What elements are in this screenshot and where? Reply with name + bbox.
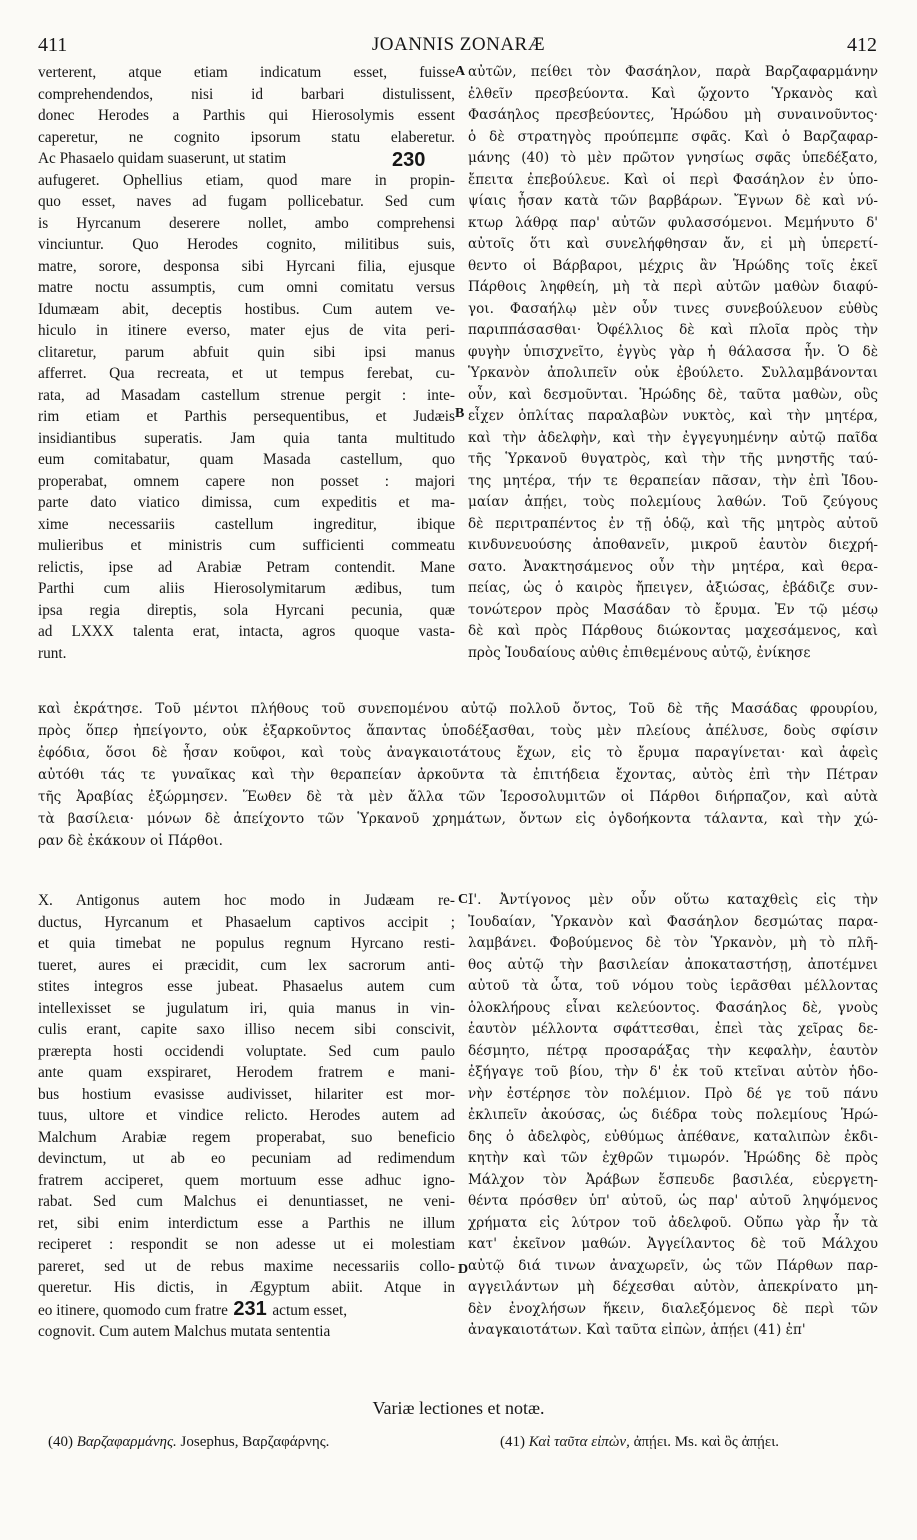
greek-top-line: ἔπειτα ἐπεβούλευε. Καὶ οἱ περὶ Φασάηλον ἐν ὑπο- <box>468 171 878 188</box>
greek-top-line: ἐλθεῖν πρεσβεύοντα. Καὶ ᾤχοντο Ὑρκανὸς καὶ <box>468 85 878 102</box>
latin-column-bottom <box>38 890 455 1343</box>
greek-bottom-line: νὴν ἐστέρησε τὸν πολέμιον. Πρὸ δέ γε τοῦ πάνυ <box>468 1085 878 1102</box>
margin-marker-c: C <box>458 892 469 907</box>
notes-title: Variæ lectiones et notæ. <box>372 1398 545 1418</box>
latin-top-line: comprehendendos, nisi id barbari distulissent, <box>38 85 455 103</box>
greek-bottom-line: ὁλοκλήρους εἶναι κελεύοντος. Φασάηλος δὲ, γνοὺς <box>468 999 878 1016</box>
latin-bottom-line: reciperet : respondit se non adesse ut ei molestiam <box>38 1236 455 1253</box>
note-41 <box>500 1434 779 1451</box>
latin-top-line: Ac Phasaelo quidam suaserunt, ut statim <box>38 150 287 167</box>
greek-top-line: θεντο οἱ Βάρβαροι, μέχρις ἂν Ἡρώδης τοῖς ἐκεῖ <box>468 257 878 274</box>
greek-bottom-line: ἐκλιπεῖν ἀκούσας, ὡς διέδρα τοὺς πολεμίους Ἡρώ- <box>468 1107 878 1123</box>
latin-bottom-line: tuus, ultore et vindice relicto. Herodes autem ad <box>38 1107 455 1124</box>
latin-top-line: hiculo in itinere everso, mater ejus de vita peri- <box>38 322 455 339</box>
latin-top-line: clitaretur, parum abfuit quin sibi ipsi manus <box>38 343 455 361</box>
greek-bottom-line: δὲν ἐνοχλήσων ἥκειν, διαλεξόμενος δὲ περὶ τῶν <box>468 1300 878 1317</box>
latin-bottom-line: ret, sibi enim interdictum esse a Parthis ne illum <box>38 1214 455 1232</box>
latin-top-line: Parthi cum aliis Hierosolymitarum ædibus, tum <box>38 580 455 597</box>
latin-top-line: relictis, ipse ad Arabiæ Petram contendit. Mane <box>38 558 455 576</box>
latin-top-line: aufugeret. Ophellius etiam, quod mare in propin- <box>38 171 455 189</box>
page-number-right: 412 <box>847 34 877 56</box>
greek-bottom-line: αὐτῷ διά τινων ἀναχωρεῖν, ὡς τῶν Πάρθων παρ- <box>468 1257 878 1274</box>
note-40 <box>48 1434 329 1451</box>
latin-top-line: caperetur, ne cognito ipsorum statu elaberetur. <box>38 128 455 146</box>
latin-top-line: rata, ad Masadam castellum strenue pergit : inte- <box>38 386 455 404</box>
latin-bottom-line: intellexisset se jugulatum iri, quia manus in vin- <box>38 999 455 1017</box>
greek-top-line: εἶχεν ὁπλίτας παραλαβὼν νυκτὸς, καὶ τὴν μητέρα, <box>468 408 878 424</box>
greek-bottom-line: χρήματα εἰς λύτρον τοῦ ἀδελφοῦ. Οὔπω γὰρ ἦν τὰ <box>468 1214 878 1231</box>
note-41-lemma: Καὶ ταῦτα εἰπὼν, <box>528 1434 630 1450</box>
latin-top-line: vinciuntur. Quo Herodes cognito, militibus suis, <box>38 236 455 253</box>
latin-bottom-line: queretur. His dictis, in Ægyptum abiit. Atque in <box>38 1279 455 1296</box>
latin-top-line: verterent, atque etiam indicatum esset, fuisse <box>38 64 455 81</box>
greek-top-line: μαίαν ἀπῄει, τοὺς πολεμίους λαθών. Τοῦ ζεύγους <box>468 494 878 510</box>
note-41-text: ἀπῄει. Ms. καὶ ὃς ἀπῄει. <box>633 1434 779 1450</box>
greek-wide-line: αὐτόθι τάς τε γυναῖκας καὶ τὴν θεραπείαν ἀρκοῦντα τὰ ἐπιτήδεια ἔχοντας, αὐτὸς ἐπὶ τὴν Πέτραν <box>38 767 878 783</box>
latin-bottom-line: eo itinere, quomodo cum fratre 231 actum esset, <box>38 1298 348 1320</box>
greek-top-line: πρὸς Ἰουδαίους αὐθις ἐπιθεμένους αὐτῷ, ἐνίκησε <box>468 644 811 661</box>
margin-marker-d: D <box>458 1262 469 1277</box>
note-41-number: (41) <box>500 1434 525 1450</box>
greek-bottom-line: αὐτοῦ τὰ ὦτα, τοῦ νόμου τοὺς ἱερᾶσθαι μέλλοντας <box>468 978 878 994</box>
latin-bottom-line-tail: actum esset, <box>272 1301 348 1319</box>
latin-top-line: properabat, omnem capere non posset : majori <box>38 472 455 490</box>
latin-top-line: afferret. Qua recreata, et ut tempus ferebat, cu- <box>38 365 455 382</box>
latin-bottom-line: stites integros esse jubeat. Phasaelus autem cum <box>38 978 455 995</box>
latin-bottom-line: rabat. Sed cum Malchus ei denuntiasset, ne veni- <box>38 1193 455 1210</box>
latin-top-line: rim etiam et Parthis persequentibus, et Judæis <box>38 408 455 425</box>
greek-top-line: φυγὴν ὑπισχνεῖτο, ἐγγὺς γὰρ ἡ θάλασσα ἦν. Ὁ δὲ <box>468 343 878 360</box>
latin-bottom-line: X. Antigonus autem hoc modo in Judæam re- <box>38 892 455 909</box>
greek-top-line: της μητέρα, τήν τε θεραπείαν πᾶσαν, τὴν ἐπὶ Ἰδου- <box>468 472 878 489</box>
greek-wide-line: ραν δὲ ἐκάκουν οἱ Πάρθοι. <box>38 833 223 849</box>
margin-marker-b: B <box>455 406 465 421</box>
section-number-230: 230 <box>392 149 426 171</box>
greek-top-line: μάνης (40) τὸ μὲν πρῶτον γνησίως σφᾶς ὑπεδέξατο, <box>468 150 878 166</box>
greek-wide-line: ἐφόδια, ὅσοι δὲ ἦσαν κοῦφοι, καὶ τοὺς ἀναγκαιοτάτους ἔχων, εἰς τὸ ἔρυμα παραγίνεται· καὶ ἀφεὶς <box>38 745 878 761</box>
section-number-231: 231 <box>227 1298 273 1320</box>
latin-bottom-line: ante quam exspiraret, Herodem fratrem e mani- <box>38 1064 455 1081</box>
greek-wide-line: πρὸς ὅπερ ἠπείγοντο, οὐκ ἐξαρκοῦντος ἅπαντας ὑποδέξασθαι, τοὺς μὲν πλείους ἀπέλυσε, δοὺς σφίσιν <box>38 723 878 739</box>
latin-bottom-line: tueret, aures ei præcidit, cum lex sacrorum anti- <box>38 956 455 974</box>
latin-bottom-line: bus hostium evasisse audivisset, hilariter est mor- <box>38 1085 455 1103</box>
greek-bottom-line: Ι'. Ἀντίγονος μὲν οὖν οὕτω καταχθεὶς εἰς τὴν <box>468 892 878 908</box>
greek-bottom-line: λαμβάνει. Φοβούμενος δὲ τὸν Ὑρκανὸν, μὴ τὸ πλῆ- <box>468 935 878 951</box>
greek-column-top <box>468 62 878 664</box>
latin-bottom-line: ductus, Hyrcanum et Phasaelum captivos accipit ; <box>38 913 455 931</box>
greek-bottom-line: δης ὁ ἀδελφὸς, εὐθύμως ἀπέθανε, καταλιπὼν ἐκδι- <box>468 1128 878 1145</box>
latin-top-line: mulieribus et ministris cum sufficienti commeatu <box>38 537 455 554</box>
latin-bottom-line: et quia timebat ne populus regnum Hyrcano resti- <box>38 935 455 952</box>
latin-top-line: parte dato viatico dimissa, cum expeditis et ma- <box>38 494 455 511</box>
latin-top-line: matre noctu assumptis, cum omni comitatu versus <box>38 279 455 296</box>
greek-column-bottom <box>468 890 878 1342</box>
greek-top-line: ψίαις ἦσαν κατὰ τῶν βαρβάρων. Ἔγνων δὲ καὶ νύ- <box>468 193 878 209</box>
greek-top-line: Πάρθοις ληφθείη, μὴ τὰ περὶ αὐτῶν μαθὼν διαφύ- <box>468 279 878 295</box>
latin-top-line: insidiantibus superatis. Jam quia tanta multitudo <box>38 429 455 447</box>
latin-top-line: quo esset, naves ad fugam pollicebatur. Sed cum <box>38 193 455 210</box>
latin-top-line: ipsa regia direptis, sola Hyrcani pecunia, quæ <box>38 601 455 619</box>
latin-bottom-line: cognovit. Cum autem Malchus mutata sententia <box>38 1323 331 1340</box>
note-40-text: Josephus, Βαρζαφάρνης. <box>180 1434 330 1450</box>
greek-wide-line: τῆς Ἀραβίας ἐξώρμησεν. Ἕωθεν δὲ τὰ μὲν ἄλλα τῶν Ἱεροσολυμιτῶν οἱ Πάρθοι διήρπαζον, καὶ αὐτὰ <box>38 789 878 805</box>
latin-top-line: xime necessariis castellum ingreditur, ibique <box>38 515 455 533</box>
greek-top-line: δὲ περιτραπέντος ἐν τῇ ὁδῷ, καὶ τῆς μητρὸς αὐτοῦ <box>468 515 878 532</box>
greek-bottom-line: ἑαυτὸν μέλλοντα σφάττεσθαι, ἐπεὶ τὰς χεῖρας δε- <box>468 1021 878 1037</box>
note-40-number: (40) <box>48 1434 73 1450</box>
latin-top-line: ad LXXX talenta erat, intacta, agros quoque vasta- <box>38 623 455 640</box>
greek-top-line: Φασάηλος πρεσβεύοντες, Ἡρώδου μὴ συναινοῦντος· <box>468 107 878 123</box>
greek-wide-line: τὰ βασίλεια· μόνων δὲ ἀπείχοντο τῶν Ὑρκανοῦ χρημάτων, ὄντων εἰς ὀγδοήκοντα τάλαντα, καὶ τὴν χώ- <box>38 811 878 827</box>
greek-bottom-line: αγγειλάντων μὴ δέχεσθαι αὐτὸν, ἀπεκρίνατο μη- <box>468 1279 878 1295</box>
latin-top-line: matre, sorore, desponsa sibi Hyrcani filia, ejusque <box>38 257 455 275</box>
latin-bottom-line: culis erant, capite saxo illiso necem sibi conscivit, <box>38 1021 455 1038</box>
latin-top-line: donec Herodes a Parthis qui Hierosolymis essent <box>38 107 455 124</box>
greek-wide-passage <box>38 698 878 852</box>
greek-top-line: πείας, ὡς ὁ καιρὸς ἤπειγεν, ἀξιώσας, ἐβάδιζε συν- <box>468 580 878 596</box>
page-number-left: 411 <box>38 34 68 56</box>
latin-top-line: eum comitabatur, quam Masada castellum, quo <box>38 451 455 468</box>
margin-marker-a: A <box>455 64 466 79</box>
greek-bottom-line: ἀναγκαιοτάτων. Καὶ ταῦτα εἰπὼν, ἀπῄει (41) ἐπ' <box>468 1322 806 1338</box>
greek-top-line: καὶ τὴν ἀδελφὴν, καὶ τὴν ἐγγεγυημένην αὐτῷ παῖδα <box>468 429 878 446</box>
greek-bottom-line: Ἰουδαίαν, Ὑρκανὸν καὶ Φασάηλον δεσμώτας παρα- <box>468 913 878 930</box>
greek-top-line: σατο. Ἀνακτησάμενος οὖν τὴν μητέρα, καὶ θερα- <box>468 558 878 575</box>
greek-top-line: Ὑρκανὸν ἀπολιπεῖν οὐκ ἐβούλετο. Συλλαμβάνονται <box>468 365 878 381</box>
greek-bottom-line: δέσμητο, πέτρᾳ προσαράξας τὴν κεφαλὴν, ἑαυτὸν <box>468 1042 878 1059</box>
latin-bottom-line: fratrem acciperet, quem mortuum esse adhuc igno- <box>38 1171 455 1189</box>
greek-top-line: παριππάσασθαι· Ὀφέλλιος δὲ καὶ πλοῖα πρὸς τὴν <box>468 322 878 338</box>
greek-top-line: τονώτερον πρὸς Μασάδαν τὸ ἔρυμα. Ἐν τῷ μέσῳ <box>468 601 878 618</box>
greek-top-line: κτωρ λάθρᾳ παρ' αὐτῶν φυλασσόμενοι. Μεμήνυτο δ' <box>468 214 878 231</box>
greek-top-line: οὖν, καὶ δεσμοῦνται. Ἡρώδης δὲ, ταῦτα μαθὼν, οὓς <box>468 386 878 403</box>
latin-bottom-line: devinctum, ut ab eo pecuniam ad redimendum <box>38 1150 455 1167</box>
greek-top-line: αὐτῶν, πείθει τὸν Φασάηλον, παρὰ Βαρζαφαρμάνην <box>468 64 878 80</box>
greek-bottom-line: Μάλχον τὸν Ἀράβων ἔσπευδε βασιλέα, εὐεργετη- <box>468 1171 878 1188</box>
greek-top-line: ὁ δὲ στρατηγὸς προύπεμπε σφᾶς. Καὶ ὁ Βαρζαφαρ- <box>468 128 878 145</box>
greek-bottom-line: κατ' ἐκεῖνον μαθών. Ἀγγείλαντος δὲ τοῦ Μάλχου <box>468 1236 878 1252</box>
latin-top-line: runt. <box>38 644 67 662</box>
greek-bottom-line: κητὴν καὶ τῶν ἐχθρῶν τιμωρόν. Ἡρώδης δὲ πρὸς <box>468 1150 878 1166</box>
greek-bottom-line: θέντα πρόσθεν ὑπ' αὐτοῦ, ὡς παρ' αὐτοῦ ληψόμενος <box>468 1193 878 1209</box>
latin-bottom-line: Malchum Arabiæ regem properabat, suo beneficio <box>38 1128 455 1146</box>
latin-bottom-line: prærepta hosti occidendi voluptate. Sed cum paulo <box>38 1042 455 1060</box>
latin-top-line: is Hyrcanum deserere nollet, ambo comprehensi <box>38 214 455 232</box>
greek-top-line: γοι. Φασαήλῳ μὲν οὖν τινες συνεβούλευον εὐθὺς <box>468 300 878 317</box>
greek-bottom-line: ἐξήγαγε τοῦ βίου, τὴν δ' ἐκ τοῦ κτεῖναι αὐτὸν ἡδο- <box>468 1064 878 1080</box>
greek-top-line: τῆς Ὑρκανοῦ θυγατρὸς, καὶ τὴν τῆς μνηστῆς ταύ- <box>468 451 878 467</box>
greek-top-line: κινδυνευούσης ἀποθανεῖν, μικροῦ ἑαυτὸν διεχρή- <box>468 537 878 553</box>
greek-top-line: δὲ καὶ πρὸς Πάρθους διώκοντας μαχεσάμενος, καὶ <box>468 623 878 639</box>
latin-bottom-line: pareret, sed ut de rebus maxime necessariis collo- <box>38 1257 455 1275</box>
note-40-lemma: Βαρζαφαρμάνης. <box>76 1434 177 1450</box>
running-title: JOANNIS ZONARÆ <box>371 34 546 55</box>
greek-top-line: αὐτοῖς ὅτι καὶ συνελήφθησαν ἄν, εἰ μὴ ὑπερετί- <box>468 236 878 252</box>
greek-bottom-line: θος αὐτῷ τὴν βασιλείαν ἀποκαταστήσῃ, ἀποτέμνει <box>468 956 878 973</box>
latin-top-line: Idumæam abit, deceptis hostibus. Cum autem ve- <box>38 300 455 318</box>
greek-wide-line: καὶ ἐκράτησε. Τοῦ μέντοι πλήθους τοῦ συνεπομένου αὐτῷ πολλοῦ ὄντος, Τοῦ δὲ τῆς Μασάδας φρουρίου, <box>38 701 878 717</box>
page-header <box>0 34 917 58</box>
